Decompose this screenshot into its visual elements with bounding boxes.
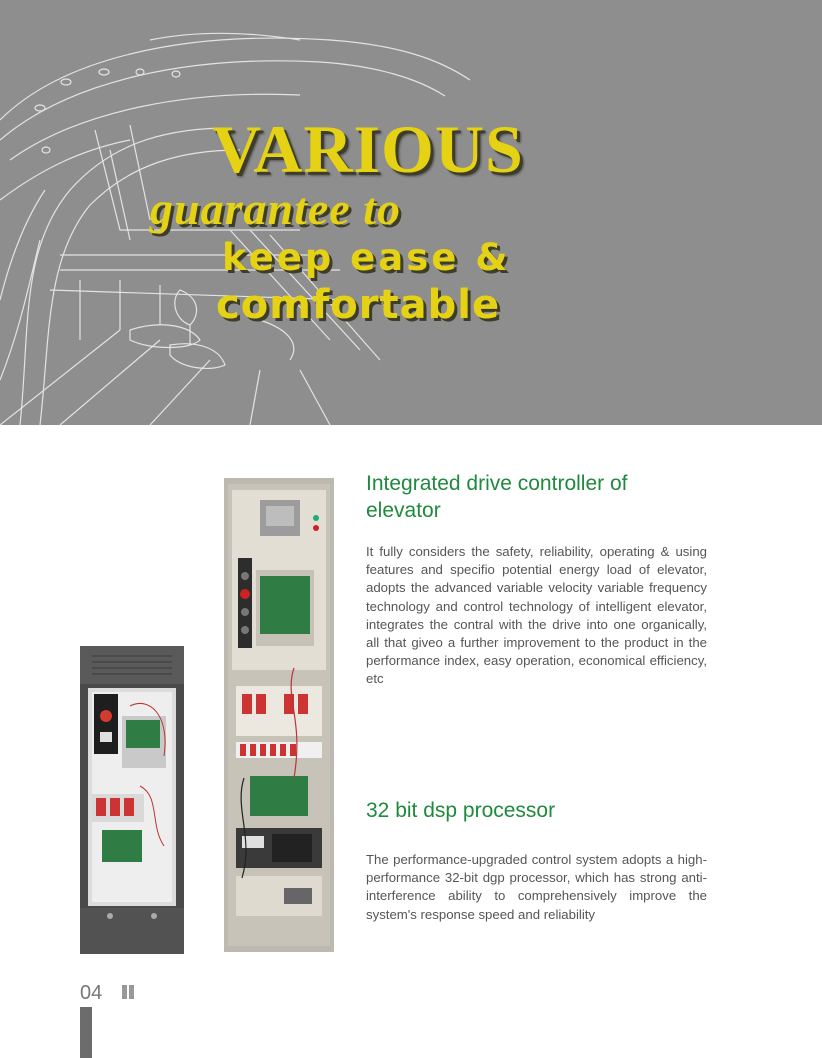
- hero-title-guarantee: guarantee to: [150, 183, 401, 234]
- architecture-sketch-illustration: [0, 0, 822, 425]
- hero-banner: [0, 0, 822, 425]
- page-number: 04: [80, 982, 103, 1004]
- hero-title-comfortable: comfortable: [216, 282, 501, 328]
- hero-title-keep-ease: keep ease &: [222, 236, 511, 279]
- small-controller-cabinet-image: [80, 646, 184, 954]
- section-body-dsp-processor: The performance-upgraded control system adopts a high- performance 32-bit dgp processor, which has strong anti- interference ability to comprehensively improve the system's response speed and reliability: [366, 852, 707, 922]
- page-side-bar: [80, 1007, 92, 1058]
- section-body-integrated-drive: It fully considers the safety, reliability, operating & using features and specifio potential energy load of elevator, adopts the advanced variable velocity variable frequency technology and control technology of intelligent elevator, integrates the contral with the drive into one organically, all that giveo a further improvement to the product in the performance index, easy operation, economical efficiency, etc: [366, 544, 707, 687]
- section-heading-integrated-drive: Integrated drive controller of elevator: [366, 472, 628, 522]
- tall-controller-cabinet-image: [224, 478, 334, 952]
- page-marker-icon: [121, 984, 135, 1000]
- section-heading-dsp-processor: 32 bit dsp processor: [366, 799, 556, 822]
- hero-title-various: VARIOUS: [212, 111, 524, 187]
